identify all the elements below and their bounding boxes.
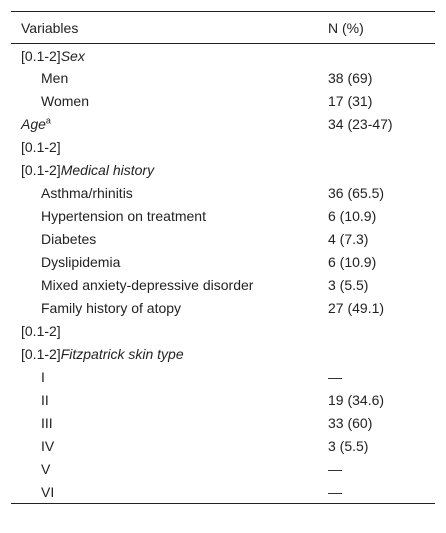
row-label-prefix: [0.1-2] bbox=[21, 48, 61, 65]
row-label-text: II bbox=[41, 392, 49, 408]
row-label bbox=[11, 136, 318, 159]
row-label bbox=[11, 366, 318, 389]
row-label bbox=[11, 343, 318, 366]
row-label-text: Diabetes bbox=[41, 231, 97, 247]
row-label bbox=[11, 389, 318, 412]
table-row bbox=[11, 274, 435, 297]
table-row bbox=[11, 67, 435, 90]
row-value bbox=[318, 320, 435, 343]
row-value: 3 (5.5) bbox=[328, 277, 369, 293]
row-label-text: III bbox=[41, 415, 53, 431]
table-row bbox=[11, 458, 435, 481]
table-row bbox=[11, 159, 435, 182]
row-label-text: Sex bbox=[60, 48, 85, 65]
table-row bbox=[11, 90, 435, 113]
row-label-text: Mixed anxiety-depressive disorder bbox=[41, 277, 254, 293]
row-label-text: VI bbox=[41, 483, 55, 500]
table-body bbox=[11, 44, 435, 504]
row-value: — bbox=[328, 369, 342, 385]
row-label-text: I bbox=[41, 369, 45, 385]
row-label bbox=[11, 90, 318, 113]
row-label-text: Women bbox=[41, 93, 89, 109]
row-label bbox=[11, 182, 318, 205]
row-value: 19 (34.6) bbox=[328, 392, 385, 408]
row-label-text: Medical history bbox=[60, 162, 155, 178]
row-label-prefix: [0.1-2] bbox=[21, 346, 61, 362]
table-row bbox=[11, 320, 435, 343]
table-row bbox=[11, 251, 435, 274]
row-value: 6 (10.9) bbox=[328, 208, 377, 224]
row-value: 34 (23-47) bbox=[328, 116, 393, 132]
row-label-text: IV bbox=[41, 438, 55, 454]
row-value: 36 (65.5) bbox=[328, 185, 385, 201]
row-value bbox=[318, 136, 435, 159]
table-row bbox=[11, 343, 435, 366]
header-n-percent: N (%) bbox=[328, 19, 364, 36]
row-value bbox=[318, 159, 435, 182]
table-header bbox=[11, 12, 435, 44]
row-label bbox=[11, 67, 318, 90]
header-row bbox=[11, 12, 435, 44]
row-label-prefix: [0.1-2] bbox=[21, 162, 61, 178]
table-row bbox=[11, 205, 435, 228]
row-value: 4 (7.3) bbox=[328, 231, 369, 247]
row-value: 6 (10.9) bbox=[328, 254, 377, 270]
row-label bbox=[11, 274, 318, 297]
data-table bbox=[11, 11, 435, 504]
table-row bbox=[11, 481, 435, 504]
table-row bbox=[11, 435, 435, 458]
table-row bbox=[11, 136, 435, 159]
row-label bbox=[11, 297, 318, 320]
data-table-container bbox=[11, 11, 435, 504]
row-value: 3 (5.5) bbox=[328, 438, 369, 454]
row-label bbox=[11, 412, 318, 435]
row-value: 38 (69) bbox=[328, 70, 373, 86]
table-row bbox=[11, 297, 435, 320]
row-label bbox=[11, 435, 318, 458]
row-label bbox=[11, 228, 318, 251]
row-label bbox=[11, 205, 318, 228]
row-label-text: [0.1-2] bbox=[21, 323, 61, 339]
table-row bbox=[11, 389, 435, 412]
footnote-marker: a bbox=[45, 115, 51, 126]
row-value bbox=[318, 343, 435, 366]
table-row bbox=[11, 113, 435, 136]
row-value: — bbox=[328, 461, 342, 477]
table-row bbox=[11, 44, 435, 67]
row-value: 27 (49.1) bbox=[328, 300, 385, 316]
table-row bbox=[11, 182, 435, 205]
row-label-text: Fitzpatrick skin type bbox=[60, 346, 184, 362]
header-variables: Variables bbox=[21, 19, 79, 36]
row-value bbox=[318, 44, 435, 67]
row-label bbox=[11, 159, 318, 182]
row-label-text: [0.1-2] bbox=[21, 139, 61, 155]
row-label-text: Asthma/rhinitis bbox=[41, 185, 133, 201]
row-value: 33 (60) bbox=[328, 415, 373, 431]
row-label bbox=[11, 251, 318, 274]
row-label-text: Age bbox=[21, 116, 46, 132]
row-label-text: Family history of atopy bbox=[41, 300, 182, 316]
row-label bbox=[11, 320, 318, 343]
row-label-text: Dyslipidemia bbox=[41, 254, 121, 270]
row-value: — bbox=[328, 483, 342, 500]
row-label-text: Men bbox=[41, 70, 69, 86]
row-label-text: V bbox=[41, 461, 51, 477]
row-value: 17 (31) bbox=[328, 93, 373, 109]
table-row bbox=[11, 366, 435, 389]
row-label-text: Hypertension on treatment bbox=[41, 208, 206, 224]
row-label bbox=[11, 44, 318, 67]
table-row bbox=[11, 412, 435, 435]
row-label bbox=[11, 458, 318, 481]
table-row bbox=[11, 228, 435, 251]
row-label bbox=[11, 113, 318, 136]
row-label bbox=[11, 481, 318, 504]
